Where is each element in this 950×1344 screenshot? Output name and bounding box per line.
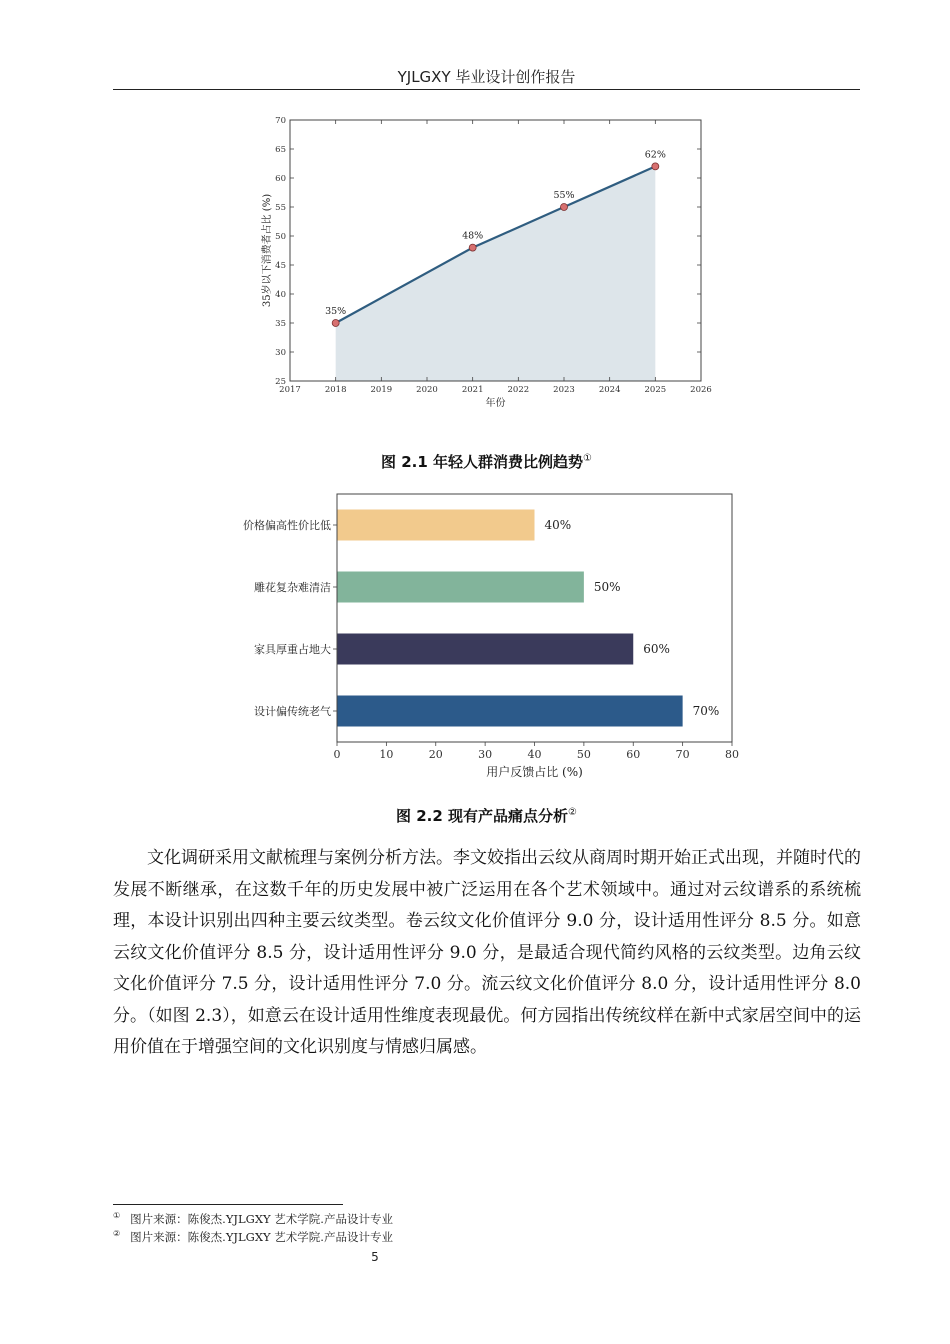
footnote-1 (113, 1211, 393, 1227)
footnote-text: 图片来源：陈俊杰.YJLGXY 艺术学院.产品设计专业 (130, 1212, 393, 1226)
x-tick-label: 2020 (416, 385, 438, 395)
x-tick-label: 0 (333, 748, 341, 761)
y-tick-label: 60 (275, 174, 286, 184)
data-label: 35% (325, 306, 347, 317)
data-label: 55% (553, 190, 575, 201)
running-header: YJLGXY 毕业设计创作报告 (397, 68, 576, 86)
x-tick-label: 30 (478, 748, 493, 761)
footnote-rule (113, 1204, 343, 1205)
x-tick-label: 2021 (461, 385, 484, 395)
footnote-2 (113, 1229, 393, 1245)
x-tick-label: 2025 (644, 385, 667, 395)
y-tick-label: 55 (275, 203, 286, 213)
y-tick-label: 30 (275, 348, 286, 358)
x-tick-label: 2026 (690, 385, 712, 395)
category-label: 雕花复杂难清洁 (254, 581, 331, 594)
caption-text: 图 2.1 年轻人群消费比例趋势 (381, 453, 584, 471)
data-label: 40% (544, 518, 572, 532)
x-tick-label: 2022 (507, 385, 530, 395)
caption-text: 图 2.2 现有产品痛点分析 (396, 807, 569, 825)
footnote-text: 图片来源：陈俊杰.YJLGXY 艺术学院.产品设计专业 (130, 1230, 393, 1244)
x-tick-label: 2018 (324, 385, 347, 395)
footnote-mark: ① (113, 1211, 121, 1220)
x-tick-label: 40 (527, 748, 542, 761)
category-label: 价格偏高性价比低 (243, 519, 331, 532)
footnote-ref: ① (583, 453, 592, 464)
y-tick-label: 35 (275, 319, 286, 329)
data-label: 48% (462, 230, 484, 242)
y-tick-label: 65 (275, 145, 286, 155)
y-tick-label: 50 (275, 232, 286, 242)
footnote-mark: ② (113, 1229, 121, 1238)
y-tick-label: 25 (275, 377, 286, 387)
x-tick-label: 50 (576, 748, 591, 761)
bar (337, 510, 535, 541)
data-label: 70% (692, 704, 720, 718)
y-tick-label: 70 (275, 116, 286, 126)
bar (337, 572, 584, 603)
x-tick-label: 20 (428, 748, 443, 761)
footnote-ref: ② (568, 807, 577, 818)
x-axis-label: 年份 (485, 398, 506, 409)
body-paragraph: 文化调研采用文献梳理与案例分析方法。李文姣指出云纹从商周时期开始正式出现，并随时代的发展不断继承，在这数千年的历史发展中被广泛运用在各个艺术领域中。通过对云纹谱系的系统梳理，本设计识别出四种主要云纹类型。卷云纹文化价值评分 9.0 分，设计适用性评分 8.5 分。如意云纹文化价值评分 8.5 分，设计适用性评分 9.0 分，是最适合现代简约风格的云纹类型。边角云纹文化价值评分 7.5 分，设计适用性评分 7.0 分。流云纹文化价值评分 8.0 分，设计适用性评分 8.0 分。（如图 2.3），如意云在设计适用性维度表现最优。何方园指出传统纹样在新中式家居空间中的运用价值在于增强空间的文化识别度与情感归属感。 (113, 848, 861, 1057)
category-label: 家具厚重占地大 (254, 643, 331, 656)
bar (337, 634, 633, 665)
x-tick-label: 2019 (370, 385, 393, 395)
y-axis-label: 35岁以下消费者占比 (%) (262, 193, 273, 308)
data-label: 62% (644, 149, 666, 161)
x-tick-label: 60 (626, 748, 641, 761)
x-tick-label: 2017 (279, 385, 301, 395)
x-axis-label: 用户反馈占比 (%) (486, 765, 583, 779)
page-number: 5 (371, 1250, 379, 1264)
x-tick-label: 2024 (598, 385, 621, 395)
x-tick-label: 70 (675, 748, 690, 761)
x-tick-label: 80 (725, 748, 739, 761)
y-tick-label: 40 (275, 290, 286, 300)
data-label: 50% (593, 580, 621, 594)
category-label: 设计偏传统老气 (254, 705, 331, 718)
figure-caption-2-2 (113, 805, 860, 826)
x-tick-label: 2023 (553, 385, 575, 395)
x-tick-label: 10 (379, 748, 394, 761)
bar (337, 696, 683, 727)
y-tick-label: 45 (275, 261, 286, 271)
data-label: 60% (643, 642, 670, 656)
